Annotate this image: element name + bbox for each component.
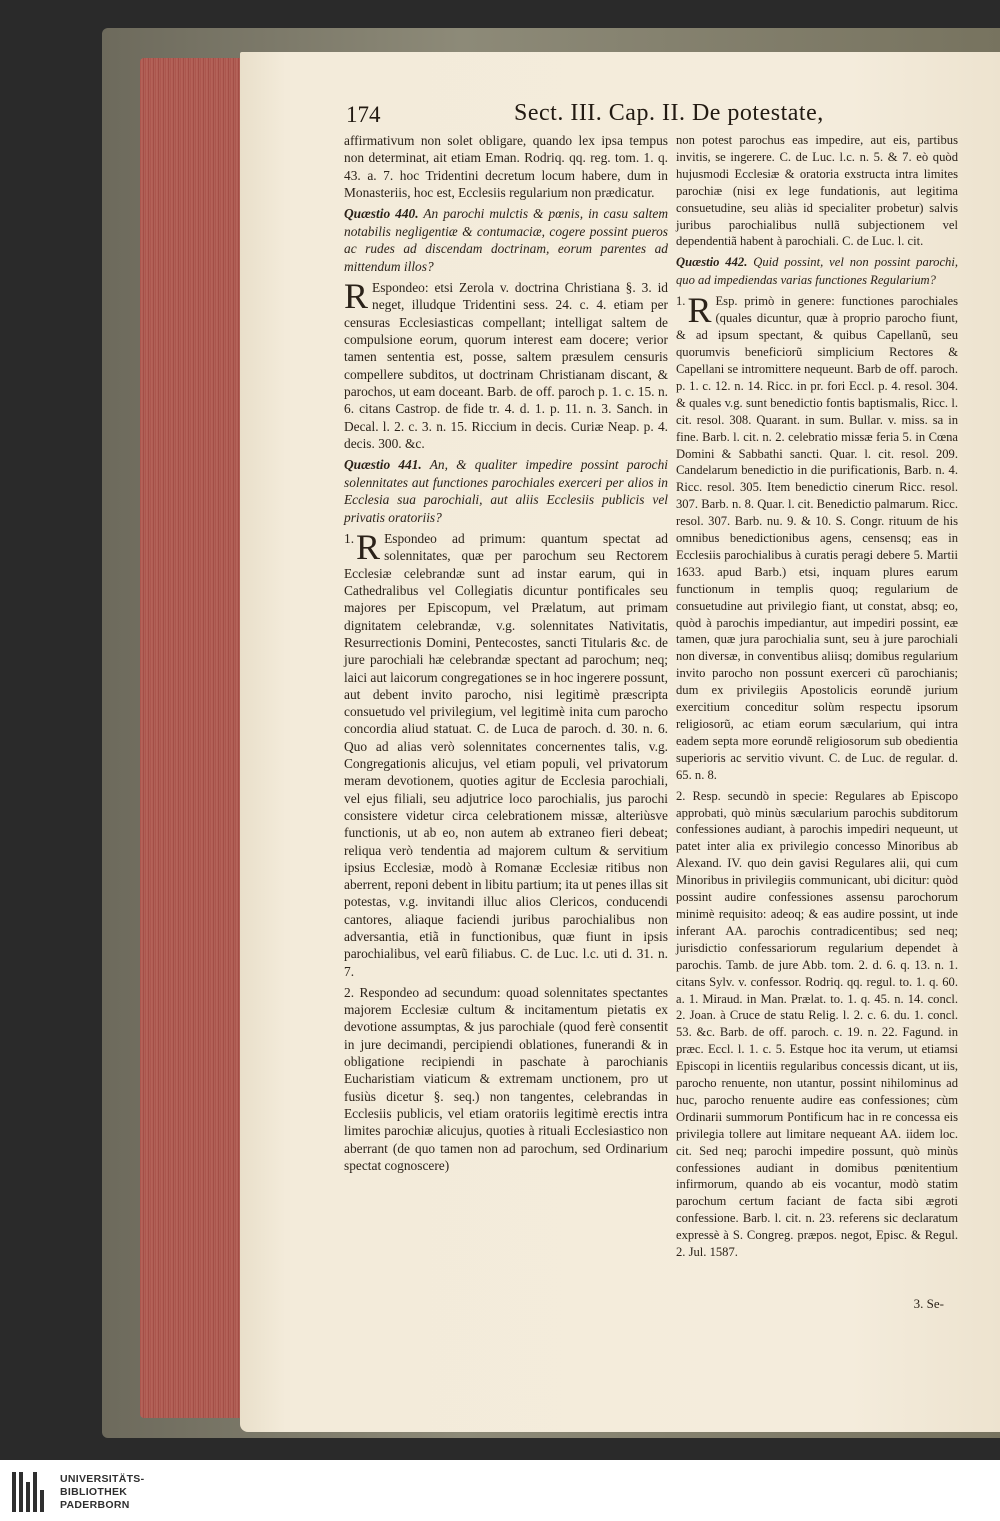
library-name-line1: UNIVERSITÄTS-: [60, 1473, 145, 1485]
paragraph-text: Espondeo ad primum: quantum spectat ad solennitates, quæ per parochum seu Rectorem Ecclesiæ celebrandæ sunt ad instar earum, qui in Cathedralibus vel Collegiatis dicuntur pontificales seu majores per Episcopum, vel Prælatum, aut primam dignitatem celebrandæ, v.g. solennitates Nativitatis, Resurrectionis Domini, Pentecostes, sancti Titularis &c. de jure parochiali hæ celebrandæ spectant ad parochum; neq; laici aut laicorum congregationes se in hoc ingerere possunt, aut debent invito parocho, nisi legitimè præscripta consuetudo vel privilegium, vel legitimè inita cum parocho concordia aliud statuat. C. de Luca de paroch. d. 30. n. 6. Quo ad alias verò solennitates concernentes talis, v.g. Congregationis alicujus, vel etiam populi, vel privatorum meram devotionem, quoties agitur de Ecclesia parochiali, vel ejus filiali, seu adjutrice loco parochialis, jus parochi consistere videtur circa celebrationem missæ, alteriùsve functionis, ut ab eo, non autem ab extraneo fieri debeat; reliqua verò tendentia ad majorem cultum & servitium ipsius Ecclesiæ, modò à Romanæ Ecclesiæ ritibus non aberrent, reponi debent in libitu partium; ita ut penes illas sit potestas, v.g. invitandi illuc alios Clericos, conducendi cantores, aliaque faciendi juribus parochialibus non adversantia, etiã in functionibus, quæ fiunt in ipsis parochialibus, vel earũ filiabus. C. de Luc. l.c. uti d. 31. n. 7.: [344, 531, 668, 979]
paragraph: [344, 276, 668, 452]
library-logo-icon: [12, 1472, 52, 1512]
paragraph-number: 1.: [676, 294, 686, 309]
drop-cap: R: [356, 527, 381, 568]
paragraph: [344, 132, 668, 201]
drop-cap: R: [687, 290, 712, 331]
catchword: 3. Se-: [913, 1296, 944, 1311]
paragraph: [676, 290, 958, 783]
library-name-line3: PADERBORN: [60, 1499, 130, 1511]
paragraph: [344, 984, 668, 1174]
paragraph-text: 2. Resp. secundò in specie: Regulares ab Episcopo approbati, quò minùs sæcularium parochis subditorum confessiones audiant, à parochis impediri nequeunt, ut patet inter alia ex privilegio concesso Minoribus ab Alexand. IV. quo dein gavisi Regulares alii, qui cum Minoribus in privilegiis communicant, ubi dicitur: quòd possint audire confessiones assensu parochorum minimè requisito: adeoq; & eas audire possint, ut inde inferant AA. parochis contradicentibus; sed neq; jurisdictio confessariorum regularium dependet à parochis. Tamb. de jure Abb. tom. 2. d. 6. q. 13. n. 1. citans Sylv. v. confessor. Rodriq. qq. regul. to. 1. q. 60. a. 1. Miraud. in Man. Prælat. to. 1. q. 45. n. 14. concl. 2. Joan. à Cruce de statu Relig. l. 2. c. 6. du. 1. concl. 53. &c. Barb. de off. paroch. c. 19. n. 22. Fagund. in præc. Eccl. l. 1. c. 5. Estque hoc ita verum, ut etiamsi Episcopi in licentiis regularibus concessis dicant, ut iis, parocho renuente, non utantur, possint nihilominus ad huc, parocho renuente audire eas confessiones; cùm Ordinarii summorum Pontificum hac in re concessa eis privilegia tollere aut limitare nequeant AA. iidem loc. cit. Sed neq; parochi impedire possunt, quò minùs confessiones audiant in domibus pœnitentium infirmorum, quando ab eis vocantur, modò statim parochum certum faciant de facta sibi ægroti confessione. Barb. l. cit. n. 23. referens sic declaratum expressè à S. Congreg. præpos. negot, Episc. & Regul. 2. Jul. 1587.: [676, 788, 958, 1260]
running-title: Sect. III. Cap. II. De potestate,: [514, 100, 824, 126]
question-text: An, & qualiter impedire possint parochi solennitates aut functiones parochiales exerceri per alios in Ecclesia sua parochiali, aut aliis Ecclesiis publicis vel privatis oratoriis?: [344, 457, 669, 525]
right-column: [676, 132, 958, 1265]
paragraph-text: Esp. primò in genere: functiones parochiales (quales dicuntur, quæ à proprio parocho fiunt, & ad ipsum spectant, & quibus Capellanũ, seu quorumvis beneficiorũ simplicium Rectores & Capellani se intromittere nequeunt. Barb de off. paroch. p. 1. c. 12. n. 14. Ricc. in pr. fori Eccl. p. 4. resol. 304. & quales v.g. sunt benedictio fontis baptismalis, Ricc. l. cit. resol. 308. Quarant. in sum. Bullar. v. miss. sa in fine. Barb. l. cit. n. 2. celebratio missæ feria 5. in Cœna Domini & Sabbathi sancti. Quar. l. cit. resol. 209. Candelarum benedictio in die purificationis, Barb. n. 4. Ricc. resol. 305. Item benedictio cinerum Ricc. resol. 307. Barb. n. 8. Quar. l. cit. Benedictio palmarum. Ricc. resol. 307. Barb. nu. 9. & 10. S. Congr. rituum de his omnibus benedictionibus agens, censensq; eas in Ecclesiis parochialibus à curatis peragi debere 5. Martii 1633. apud Barb.) etsi, inquam plures earum functionum in templis quoq; regularium de consuetudine aut privilegio fiant, ut constat, absq; eo, quòd à parochis impediantur, aut impediri possint, eæ tamen, quæ jura parochialia sunt, seu à jure parochiali non diversæ, in conventibus aliisq; domibus regularium invito parocho non possunt exerceri cũ parochianis; dum ex privilegiis Apostolicis eorundẽ jurium exercitium conceditur solùm respectu ipsorum religiosorũ, ac etiam eorum sæcularium, qui intra eadem septa more eorundẽ religiosorum sub obedientia superioris ac servitio vivunt. C. de Luc. de regular. d. 65. n. 8.: [676, 294, 958, 782]
paragraph-text: non potest parochus eas impedire, aut eis, partibus invitis, se ingerere. C. de Luc. l.c. n. 5. & 7. eò quòd hujusmodi Ecclesiæ & oratoria exstructa intra limites parochiæ (nisi ex lege fundationis, aut legitima consuetudine, seu aliàs id specialiter probetur) salvis juribus parochialibus nullã subjectionem vel dependentiã habent à parochiali. C. de Luc. l. cit.: [676, 133, 958, 249]
question-heading: [676, 254, 958, 289]
paragraph: [676, 132, 958, 250]
paragraph-text: 2. Respondeo ad secundum: quoad solennitates spectantes majorem Ecclesiæ cultum & incitamentum pietatis ex devotione assumptas, & jus parochiale (quod ferè consentit in jure decimandi, percipiendi oblationes, funerandi & in obligatione recipiendi in paschate à parochianis Eucharistiam viaticum & extremam unctionem, pro ut fusiùs dicetur §. seq.) non tangentes, celebrandas in Ecclesiis publicis, vel etiam oratoriis legitimè erectis intra limites parochiæ alicujus, quoties à rituali Ecclesiastico non aberrant (de quo tamen non ad parochum, sed Ordinarium spectat cognoscere): [344, 984, 668, 1173]
question-text: Quid possint, vel non possint parochi, quo ad impediendas varias functiones Regularium?: [676, 255, 959, 287]
question-text: An parochi mulctis & pœnis, in casu saltem notabilis negligentiæ & contumaciæ, cogere possint pueros ac rudes ad discendam doctrinam, eorum parentes ad mittendum illos?: [344, 206, 669, 274]
paragraph: [676, 788, 958, 1261]
page-number: 174: [346, 102, 381, 127]
question-number: Quæstio 442.: [676, 255, 748, 270]
paragraph: [344, 527, 668, 980]
question-number: Quæstio 441.: [344, 457, 422, 473]
question-heading: [344, 456, 668, 526]
paragraph-number: 1.: [344, 531, 355, 547]
question-number: Quæstio 440.: [344, 206, 419, 222]
page-header: [346, 100, 1000, 130]
paragraph-text: Espondeo: etsi Zerola v. doctrina Christiana §. 3. id neget, illudque Tridentini sess. 24. c. 4. etiam per censuras Ecclesiasticas compellant; intelligat saltem de compulsione eorum, quorum interest eam docere; verior tamen sententia est, posse, saltem præsulem censuris compellere subditos, ut doctrinam Christianam discant, & parochos, ut eam doceant. Barb. de off. paroch p. 1. c. 15. n. 6. citans Castrop. de fide tr. 4. d. 1. p. 11. n. 3. Sanch. in Decal. l. 2. c. 3. n. 15. Riccium in decis. Curiæ Neap. p. 4. decis. 300. &c.: [344, 280, 668, 451]
library-name-line2: BIBLIOTHEK: [60, 1486, 128, 1498]
library-footer: [0, 1460, 1000, 1521]
red-page-edges: [140, 58, 248, 1418]
left-column: [344, 132, 668, 1178]
drop-cap: R: [344, 276, 369, 317]
question-heading: [344, 205, 668, 275]
paragraph-text: affirmativum non solet obligare, quando lex ipsa tempus non determinat, ait etiam Eman. Rodriq. qq. reg. tom. 1. q. 43. a. 7. hoc Tridentini decretum locum habere, dum in Monasteriis, hoc est, Ecclesiis regularium non prædicatur.: [344, 133, 668, 200]
